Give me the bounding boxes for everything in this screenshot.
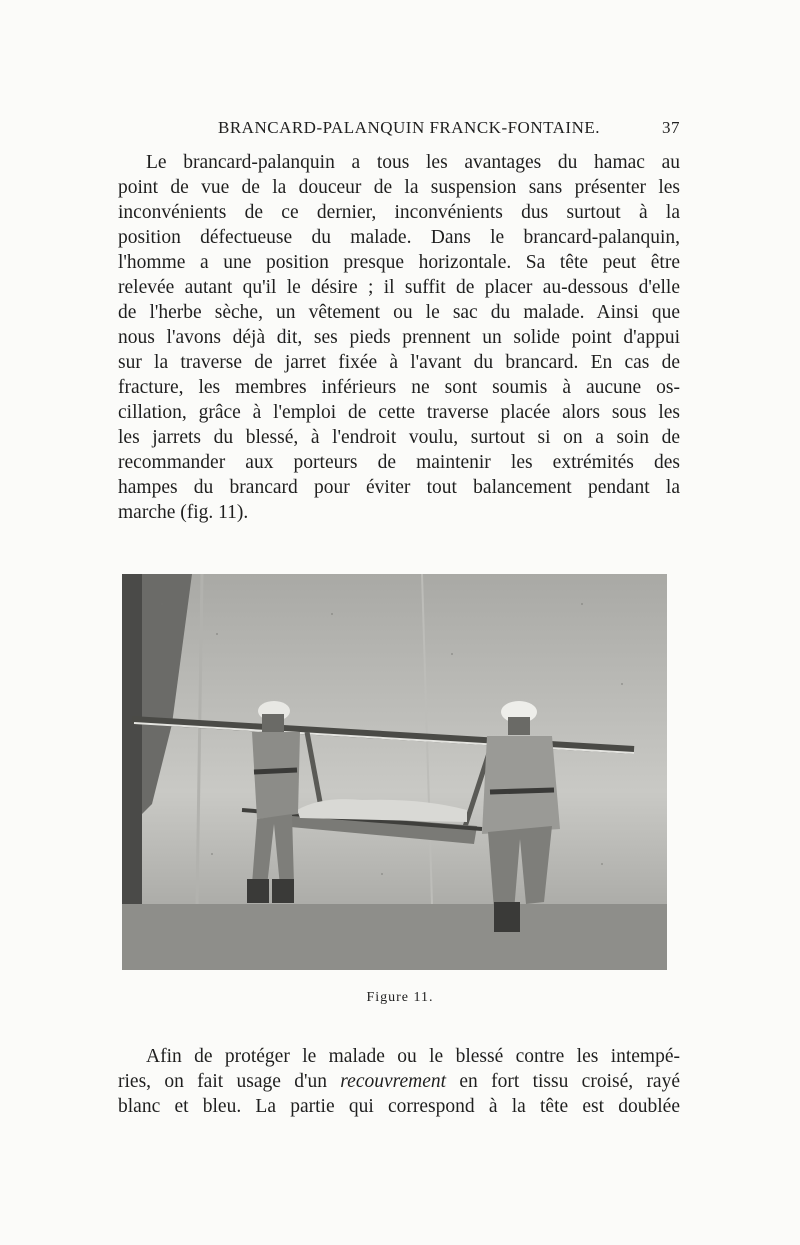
ground	[122, 904, 667, 970]
text-segment: ries, on fait usage d'un	[118, 1071, 341, 1092]
text-line: nous l'avons déjà dit, ses pieds prennent un solide point d'appui	[118, 327, 680, 348]
text-line: Le brancard-palanquin a tous les avantages du hamac au	[146, 152, 680, 173]
emphasized-term: recouvrement	[340, 1071, 447, 1092]
stretcher-bearers-illustration	[122, 574, 667, 970]
running-title: BRANCARD-PALANQUIN FRANCK-FONTAINE.	[218, 118, 600, 137]
text-line: hampes du brancard pour éviter tout balancement pendant la	[118, 477, 680, 498]
figure-photograph	[122, 574, 667, 970]
text-line: Afin de protéger le malade ou le blessé contre les intempé-	[146, 1046, 680, 1067]
text-line: blanc et bleu. La partie qui correspond à la tête est doublée	[118, 1096, 680, 1117]
running-head	[118, 114, 680, 140]
text-line: de l'herbe sèche, un vêtement ou le sac du malade. Ainsi que	[118, 302, 680, 323]
text-line: cillation, grâce à l'emploi de cette traverse placée alors sous les	[118, 402, 680, 423]
paragraph-2	[118, 1044, 680, 1119]
text-line: position défectueuse du malade. Dans le brancard-palanquin,	[118, 227, 680, 248]
text-line	[118, 1069, 680, 1094]
text-line: sur la traverse de jarret fixée à l'avant du brancard. En cas de	[118, 352, 680, 373]
text-line: relevée autant qu'il le désire ; il suffit de placer au-dessous d'elle	[118, 277, 680, 298]
text-line: point de vue de la douceur de la suspension sans présenter les	[118, 177, 680, 198]
text-line: les jarrets du blessé, à l'endroit voulu, surtout si on a soin de	[118, 427, 680, 448]
text-line: marche (fig. 11).	[118, 502, 249, 523]
text-line: recommander aux porteurs de maintenir les extrémités des	[118, 452, 680, 473]
paragraph-1	[118, 150, 680, 525]
text-line: fracture, les membres inférieurs ne sont soumis à aucune os-	[118, 377, 680, 398]
text-segment: en fort tissu croisé, rayé	[446, 1071, 680, 1092]
text-line: inconvénients de ce dernier, inconvénients dus surtout à la	[118, 202, 680, 223]
page-number: 37	[662, 118, 680, 137]
text-line: l'homme a une position presque horizontale. Sa tête peut être	[118, 252, 680, 273]
figure-caption: Figure 11.	[366, 990, 434, 1005]
